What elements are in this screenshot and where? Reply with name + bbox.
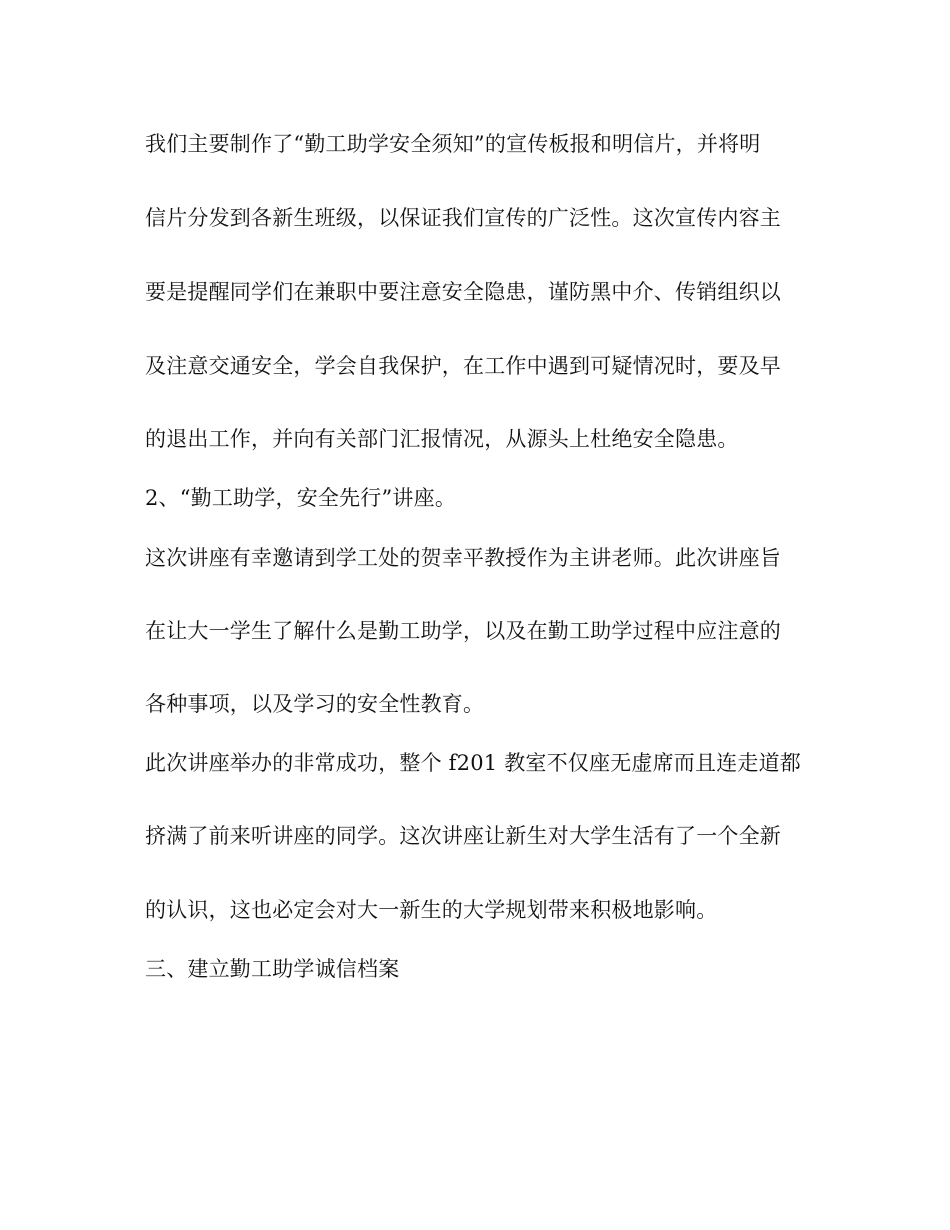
paragraph-line: 此次讲座举办的非常成功，整个 f201 教室不仅座无虚席而且连走道都	[145, 751, 802, 775]
paragraph-line: 的认识，这也必定会对大一新生的大学规划带来积极地影响。	[145, 898, 718, 922]
section-heading: 2、“勤工助学，安全先行”讲座。	[145, 486, 457, 510]
paragraph-line: 信片分发到各新生班级，以保证我们宣传的广泛性。这次宣传内容主	[145, 206, 781, 230]
paragraph-line: 挤满了前来听讲座的同学。这次讲座让新生对大学生活有了一个全新	[145, 824, 781, 848]
paragraph-line: 要是提醒同学们在兼职中要注意安全隐患，谨防黑中介、传销组织以	[145, 280, 781, 304]
paragraph-line: 及注意交通安全，学会自我保护，在工作中遇到可疑情况时，要及早	[145, 354, 781, 378]
paragraph-line: 各种事项，以及学习的安全性教育。	[145, 692, 485, 716]
paragraph-line: 的退出工作，并向有关部门汇报情况，从源头上杜绝安全隐患。	[145, 427, 739, 451]
paragraph-line: 这次讲座有幸邀请到学工处的贺幸平教授作为主讲老师。此次讲座旨	[145, 546, 781, 570]
paragraph-line: 在让大一学生了解什么是勤工助学，以及在勤工助学过程中应注意的	[145, 619, 781, 643]
paragraph-line: 我们主要制作了“勤工助学安全须知”的宣传板报和明信片，并将明	[145, 132, 761, 156]
section-heading: 三、建立勤工助学诚信档案	[145, 957, 400, 981]
